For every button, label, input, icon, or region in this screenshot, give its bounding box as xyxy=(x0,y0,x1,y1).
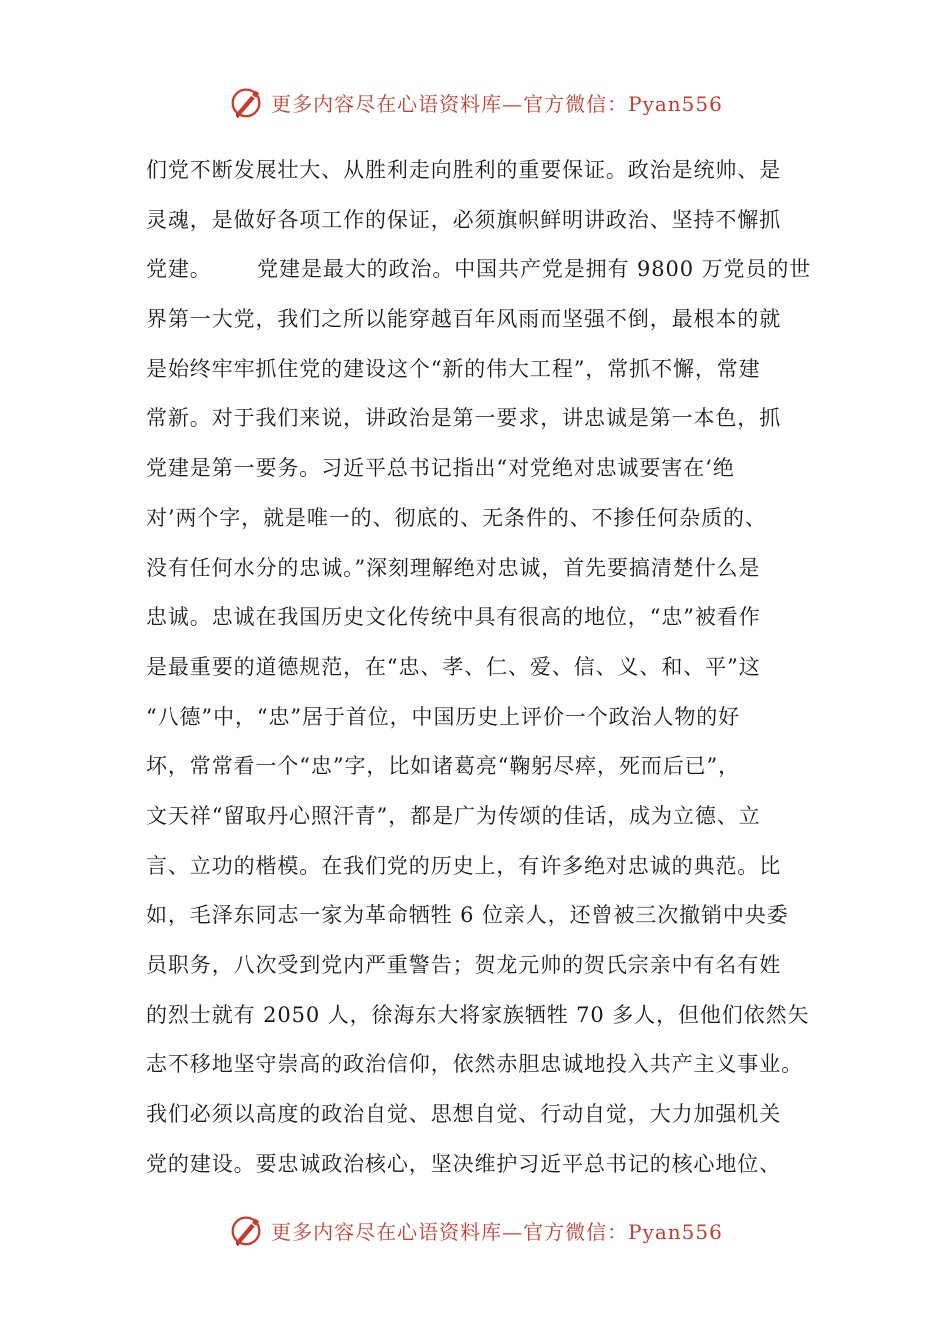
text-line: 对’两个字，就是唯一的、彻底的、无条件的、不掺任何杂质的、 xyxy=(146,505,767,530)
text-line: 是最重要的道德规范，在“忠、孝、仁、爱、信、义、和、平”这 xyxy=(146,654,761,679)
text-line: 如，毛泽东同志一家为革命牺牲 6 位亲人，还曾被三次撤销中央委 xyxy=(146,903,789,928)
text-line: 是始终牢牢抓住党的建设这个“新的伟大工程”，常抓不懈，常建 xyxy=(146,356,761,381)
text-line: 的烈士就有 2050 人，徐海东大将家族牺牲 70 多人，但他们依然矢 xyxy=(146,1002,810,1027)
text-line: 没有任何水分的忠诚。”深刻理解绝对忠诚，首先要搞清楚什么是 xyxy=(146,555,761,580)
text-line: 文天祥“留取丹心照汗青”，都是广为传颂的佳话，成为立德、立 xyxy=(146,803,761,828)
text-line: 我们必须以高度的政治自觉、思想自觉、行动自觉，大力加强机关 xyxy=(146,1102,782,1127)
text-line: 灵魂，是做好各项工作的保证，必须旗帜鲜明讲政治、坚持不懈抓 xyxy=(146,207,782,232)
text-line: 志不移地坚守崇高的政治信仰，依然赤胆忠诚地投入共产主义事业。 xyxy=(146,1052,803,1077)
text-line: 党的建设。要忠诚政治核心，坚决维护习近平总书记的核心地位、 xyxy=(146,1151,782,1176)
text-line: 界第一大党，我们之所以能穿越百年风雨而坚强不倒，最根本的就 xyxy=(146,307,782,332)
text-line: 员职务，八次受到党内严重警告；贺龙元帅的贺氏宗亲中有名有姓 xyxy=(146,953,782,977)
footer-banner xyxy=(0,1208,950,1252)
text-line: 党建。 党建是最大的政治。中国共产党是拥有 9800 万党员的世 xyxy=(146,257,812,282)
text-line: 言、立功的楷模。在我们党的历史上，有许多绝对忠诚的典范。比 xyxy=(146,853,782,878)
text-line: 党建是第一要务。习近平总书记指出“对党绝对忠诚要害在‘绝 xyxy=(146,456,735,481)
pen-logo-icon xyxy=(227,83,265,121)
footer-banner-text: 更多内容尽在心语资料库—官方微信：Pyan556 xyxy=(271,1219,723,1244)
text-line: “八德”中，“忠”居于首位，中国历史上评价一个政治人物的好 xyxy=(146,704,741,729)
pen-logo-icon xyxy=(227,1211,265,1249)
body-text xyxy=(146,146,826,1189)
text-line: 忠诚。忠诚在我国历史文化传统中具有很高的地位，“忠”被看作 xyxy=(146,605,761,630)
text-line: 常新。对于我们来说，讲政治是第一要求，讲忠诚是第一本色，抓 xyxy=(146,406,782,431)
header-banner xyxy=(0,80,950,124)
header-banner-text: 更多内容尽在心语资料库—官方微信：Pyan556 xyxy=(271,91,723,116)
text-line: 坏，常常看一个“忠”字，比如诸葛亮“鞠躬尽瘁，死而后已”， xyxy=(146,754,741,779)
text-line: 们党不断发展壮大、从胜利走向胜利的重要保证。政治是统帅、是 xyxy=(146,158,782,182)
